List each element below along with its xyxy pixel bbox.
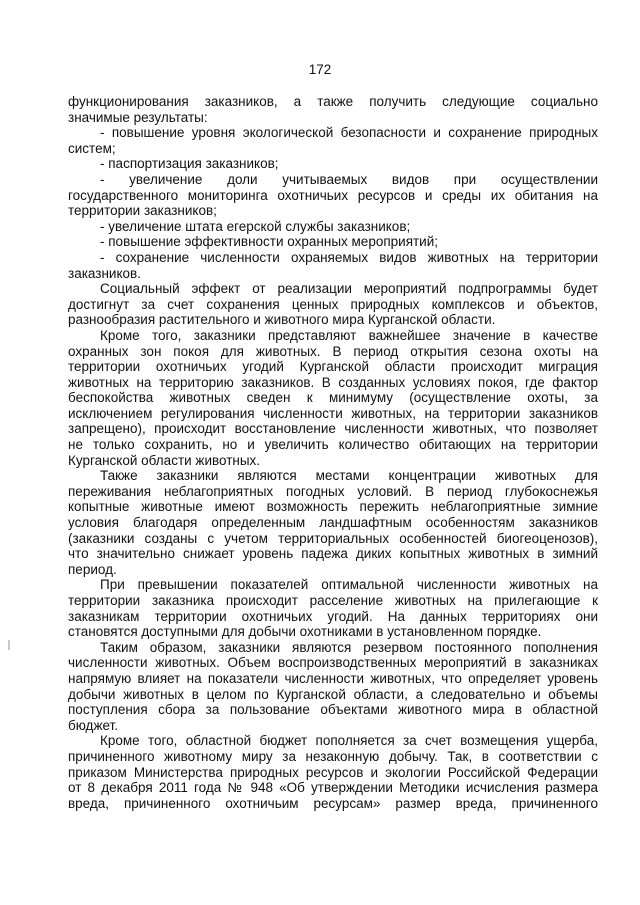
text-line: от 8 декабря 2011 года № 948 «Об утверждении Методики исчисления размера: [68, 780, 598, 796]
text-line: животных на территорию заказников. В созданных условиях покоя, где фактор: [68, 374, 598, 390]
page-number: 172: [308, 62, 332, 77]
text-line: период.: [68, 561, 117, 577]
text-line: разнообразия растительного и животного мира Курганской области.: [68, 312, 496, 328]
text-line: охранных зон покоя для животных. В период открытия сезона охоты на: [68, 343, 598, 359]
text-line: бюджет.: [68, 717, 118, 733]
text-line: - увеличение штата егерской службы заказников;: [100, 218, 411, 234]
text-line: становятся доступными для добычи охотниками в установленном порядке.: [68, 624, 542, 640]
text-line: заказников.: [68, 265, 141, 281]
text-line: - сохранение численности охраняемых видов животных на территории: [100, 249, 598, 265]
text-line: (заказники созданы с учетом территориальных особенностей биогеоценозов),: [68, 530, 598, 546]
margin-mark: [8, 640, 10, 650]
body-text: [68, 94, 598, 811]
text-line: поступления сбора за пользование объектами животного мира в областной: [68, 702, 598, 718]
text-line: добычи животных в целом по Курганской области, а следовательно и объемы: [68, 686, 598, 702]
text-line: заказникам территории охотничьих угодий. На данных территориях они: [68, 608, 598, 624]
text-line: - увеличение доли учитываемых видов при осуществлении: [100, 171, 598, 187]
text-line: систем;: [68, 140, 116, 156]
text-line: Курганской области животных.: [68, 452, 261, 468]
text-line: причиненного животному миру за незаконную добычу. Так, в соответствии с: [68, 748, 598, 764]
text-line: государственного мониторинга охотничьих ресурсов и среды их обитания на: [68, 187, 598, 203]
text-line: Кроме того, заказники представляют важнейшее значение в качестве: [100, 327, 598, 343]
text-line: Таким образом, заказники являются резервом постоянного пополнения: [100, 639, 598, 655]
text-line: Социальный эффект от реализации мероприятий подпрограммы будет: [100, 281, 598, 297]
text-line: копытные животные имеют возможность пережить неблагоприятные зимние: [68, 499, 598, 515]
text-line: При превышении показателей оптимальной численности животных на: [100, 577, 598, 593]
text-line: исключением регулирования численности животных, на территории заказников: [68, 405, 598, 421]
text-line: приказом Министерства природных ресурсов и экологии Российской Федерации: [68, 764, 598, 780]
text-line: функционирования заказников, а также получить следующие социально: [68, 94, 598, 109]
text-line: вреда, причиненного охотничьим ресурсам» размер вреда, причиненного: [68, 795, 598, 811]
text-line: беспокойства животных сведен к минимуму (осуществление охоты, за: [68, 390, 598, 406]
text-line: переживания неблагоприятных погодных условий. В период глубокоснежья: [68, 483, 598, 499]
text-line: запрещено), происходит восстановление численности животных, что позволяет: [68, 421, 598, 437]
text-line: достигнут за счет сохранения ценных природных комплексов и объектов,: [68, 296, 598, 312]
text-line: численности животных. Объем воспроизводственных мероприятий в заказниках: [68, 655, 598, 671]
text-line: территории охотничьих угодий Курганской области происходит миграция: [68, 359, 598, 375]
text-line: - повышение эффективности охранных мероприятий;: [100, 234, 439, 250]
text-line: территории заказников;: [68, 203, 217, 219]
text-line: Кроме того, областной бюджет пополняется за счет возмещения ущерба,: [100, 733, 598, 749]
text-line: не только сохранить, но и увеличить количество обитающих на территории: [68, 437, 598, 453]
text-line: что значительно снижает уровень падежа диких копытных животных в зимний: [68, 546, 598, 562]
text-line: - повышение уровня экологической безопасности и сохранение природных: [100, 125, 598, 141]
text-line: - паспортизация заказников;: [100, 156, 279, 172]
text-line: Также заказники являются местами концентрации животных для: [100, 468, 598, 484]
text-line: значимые результаты:: [68, 109, 208, 125]
text-line: напрямую влияет на показатели численности животных, что определяет уровень: [68, 670, 598, 686]
text-line: условия благодаря определенным ландшафтным особенностям заказников: [68, 515, 598, 531]
text-line: территории заказника происходит расселение животных на прилегающие к: [68, 593, 598, 608]
